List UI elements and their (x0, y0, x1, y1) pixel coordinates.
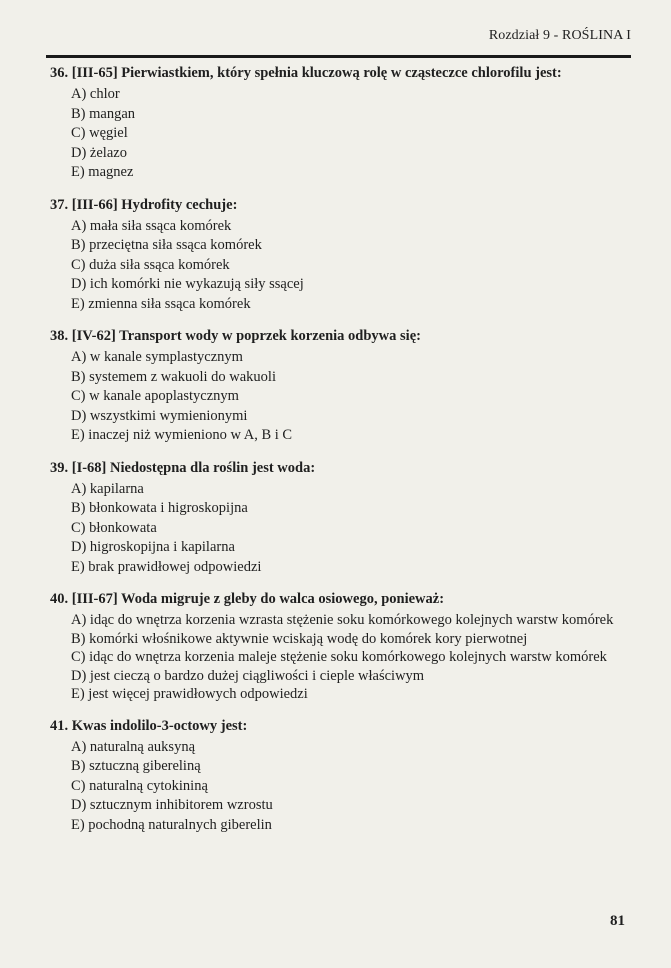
answer-option-e: E) pochodną naturalnych giberelin (71, 816, 272, 833)
answer-option-b: B) błonkowata i higroskopijna (71, 500, 248, 516)
answer-option-b: B) komórki włośnikowe aktywnie wciskają wodę do komórek kory pierwotnej (71, 630, 528, 647)
answer-option-c: C) w kanale apoplastycznym (71, 388, 239, 404)
question-title: 36. [III-65] Pierwiastkiem, który spełnia kluczową rolę w cząsteczce chlorofilu jest: (50, 65, 562, 81)
answer-option-a: A) idąc do wnętrza korzenia wzrasta stężenie soku komórkowego kolejnych warstw komórek (71, 612, 614, 628)
answer-option-c: C) błonkowata (71, 519, 157, 536)
answer-option-e: E) jest więcej prawidłowych odpowiedzi (71, 686, 308, 702)
question-title: 38. [IV-62] Transport wody w poprzek korzenia odbywa się: (50, 328, 421, 344)
question-title: 40. [III-67] Woda migruje z gleby do walca osiowego, ponieważ: (50, 591, 445, 607)
answer-option-d: D) sztucznym inhibitorem wzrostu (71, 797, 273, 813)
answer-option-b: B) przeciętna siła ssąca komórek (71, 237, 262, 253)
answer-option-d: D) wszystkimi wymienionymi (71, 407, 248, 424)
question-36 (50, 64, 630, 183)
question-39 (50, 459, 630, 578)
question-title: 37. [III-66] Hydrofity cechuje: (50, 196, 238, 213)
question-41 (50, 717, 630, 836)
answer-option-b: B) systemem z wakuoli do wakuoli (71, 368, 276, 385)
header-rule (46, 55, 631, 58)
answer-option-e: E) brak prawidłowej odpowiedzi (71, 558, 262, 575)
answer-option-a: A) w kanale symplastycznym (71, 349, 243, 365)
page-number: 81 (610, 913, 625, 929)
answer-option-e: E) inaczej niż wymieniono w A, B i C (71, 427, 293, 443)
question-list (50, 64, 630, 848)
answer-option-c: C) duża siła ssąca komórek (71, 256, 230, 273)
answer-option-d: D) higroskopijna i kapilarna (71, 539, 235, 555)
answer-option-a: A) chlor (71, 86, 120, 102)
answer-option-d: D) żelazo (71, 144, 127, 161)
question-title: 39. [I-68] Niedostępna dla roślin jest woda: (50, 459, 316, 476)
answer-option-b: B) sztuczną gibereliną (71, 758, 201, 774)
answer-option-e: E) magnez (71, 164, 134, 180)
answer-option-d: D) jest cieczą o bardzo dużej ciągliwości i cieple właściwym (71, 667, 425, 684)
answer-option-c: C) naturalną cytokininą (71, 777, 208, 794)
answer-option-c: C) węgiel (71, 125, 128, 141)
answer-option-c: C) idąc do wnętrza korzenia maleje stężenie soku komórkowego kolejnych warstw komórek (71, 649, 607, 665)
answer-option-a: A) naturalną auksyną (71, 738, 196, 755)
question-40 (50, 590, 630, 704)
answer-option-d: D) ich komórki nie wykazują siły ssącej (71, 276, 304, 292)
chapter-header: Rozdział 9 - ROŚLINA I (488, 28, 631, 43)
answer-option-a: A) kapilarna (71, 480, 144, 497)
answer-option-e: E) zmienna siła ssąca komórek (71, 295, 251, 312)
answer-option-b: B) mangan (71, 105, 136, 122)
question-38 (50, 327, 630, 446)
question-37 (50, 196, 630, 315)
question-title: 41. Kwas indolilo-3-octowy jest: (50, 717, 248, 734)
answer-option-a: A) mała siła ssąca komórek (71, 217, 232, 234)
